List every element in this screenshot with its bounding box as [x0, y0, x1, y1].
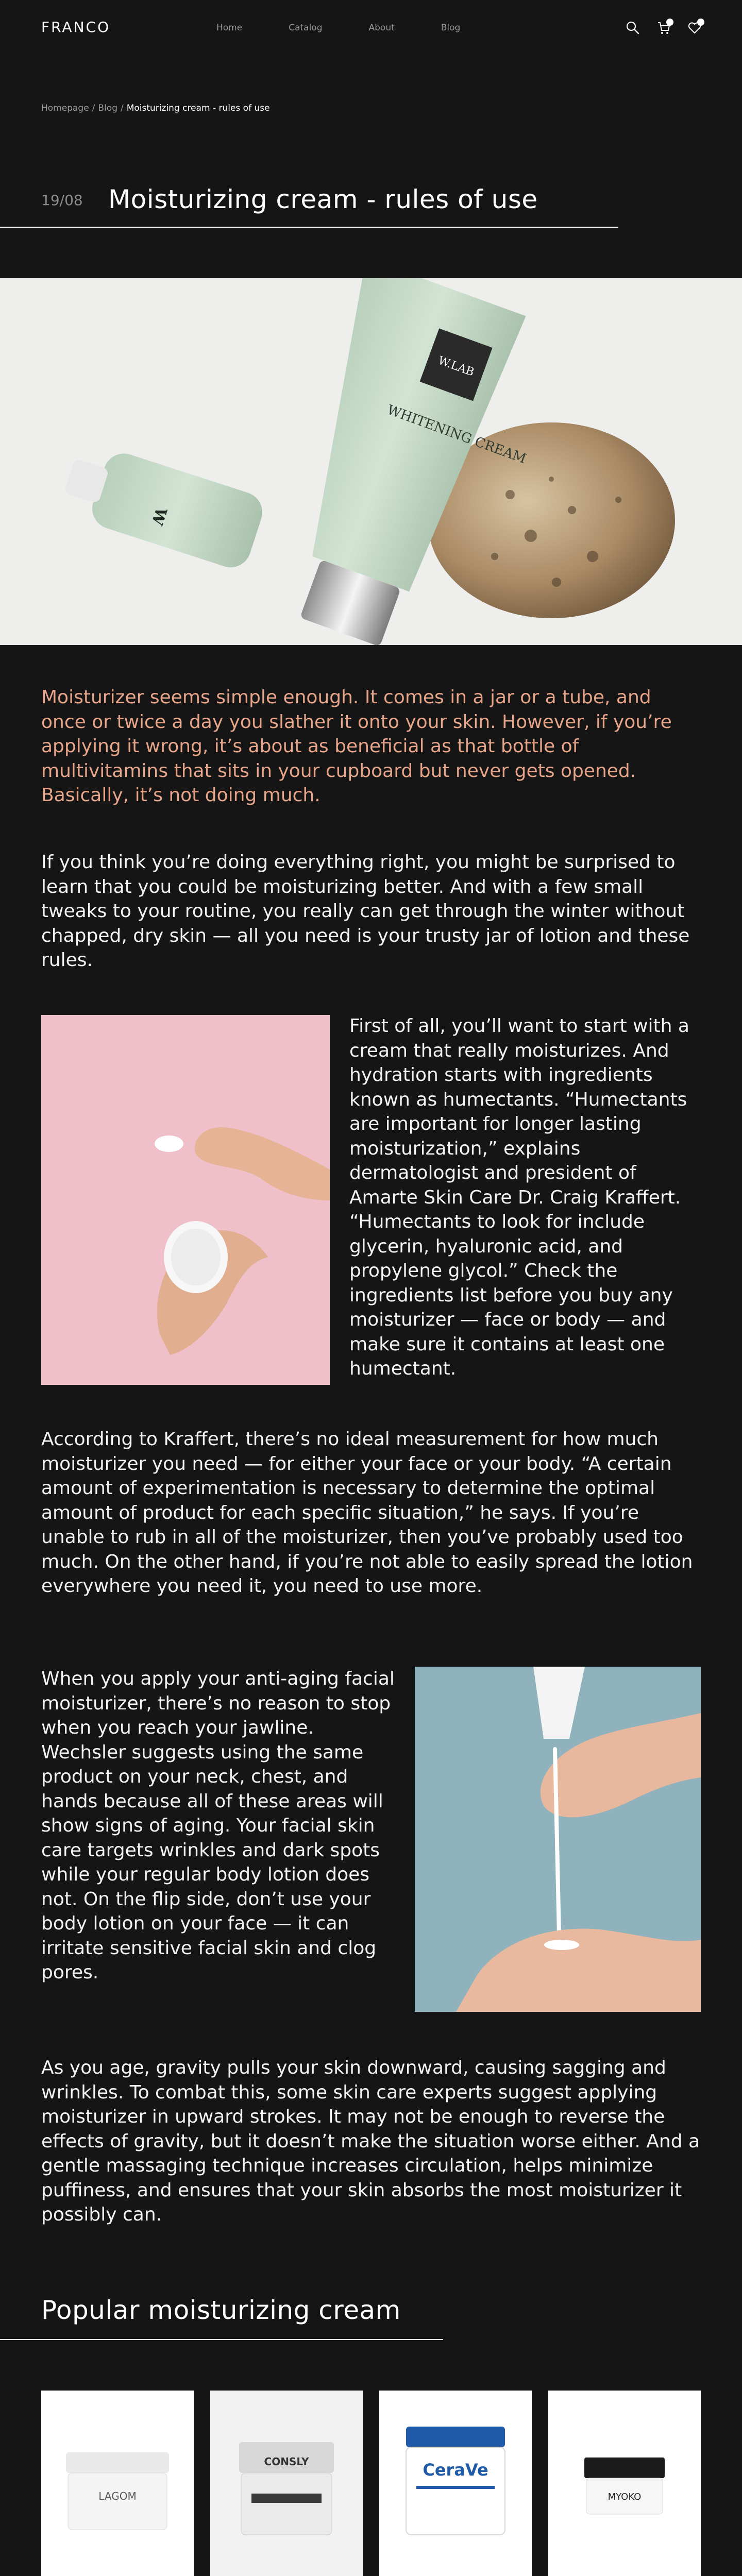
hand-cream-image [41, 1015, 330, 1385]
product-image[interactable] [379, 2391, 532, 2576]
nav-home[interactable]: Home [216, 23, 243, 33]
svg-text:LAGOM: LAGOM [98, 2490, 137, 2502]
product-image[interactable] [548, 2391, 701, 2576]
breadcrumb-home[interactable]: Homepage [41, 103, 89, 113]
article-paragraph: First of all, you’ll want to start with a cream that really moisturizes. And hydration starts with ingredients known as humectants. “Humectants are important for longer lasting moisturization,” explains dermatologist and president of Amarte Skin Care Dr. Craig Kraffert. “Humectants to look for include glycerin, hyaluronic acid, and propylene glycol.” Check the ingredients list before you buy any moisturizer — face or body — and make sure it contains at least one humectant. [349, 1015, 689, 1380]
favorites-icon[interactable] [687, 21, 702, 35]
article-paragraph: As you age, gravity pulls your skin downward, causing sagging and wrinkles. To combat this, some skin care experts suggest applying moisturizer in upward strokes. It may not be enough to reverse the effects of gravity, but it doesn’t make the situation worse either. And a gentle massaging technique increases circulation, helps minimize puffiness, and ensures that your skin absorbs the most moisturizer it possibly can. [41, 2057, 700, 2226]
site-logo[interactable]: FRANCO [41, 19, 111, 36]
svg-text:MYOKO: MYOKO [608, 2492, 642, 2502]
nav-blog[interactable]: Blog [441, 23, 461, 33]
product-card[interactable] [379, 2391, 532, 2576]
product-image[interactable] [210, 2391, 363, 2576]
breadcrumb [41, 103, 270, 113]
product-image[interactable] [41, 2391, 194, 2576]
header-actions [626, 21, 702, 35]
cart-icon[interactable] [656, 21, 671, 35]
article-date: 19/08 [41, 192, 83, 209]
svg-text:CONSLY: CONSLY [264, 2455, 309, 2468]
hero-product-label: WHITENING CREAM [385, 402, 529, 467]
hero-brand-label: W.LAB [436, 354, 476, 379]
section-divider [0, 2339, 443, 2340]
main-nav [216, 23, 507, 33]
site-header [0, 0, 742, 57]
breadcrumb-blog[interactable]: Blog [98, 103, 117, 113]
title-divider [0, 227, 618, 228]
product-list [41, 2391, 701, 2576]
lotion-hands-image [415, 1667, 701, 2012]
nav-catalog[interactable]: Catalog [289, 23, 323, 33]
hero-image [0, 278, 742, 645]
svg-text:W: W [147, 505, 171, 528]
page-title: Moisturizing cream - rules of use [108, 184, 538, 214]
breadcrumb-separator: / [92, 103, 95, 113]
breadcrumb-separator: / [120, 103, 124, 113]
article-intro: Moisturizer seems simple enough. It comes in a jar or a tube, and once or twice a day you slather it onto your skin. However, if you’re applying it wrong, it’s about as beneficial as that bottle of multivitamins that sits in your cupboard but never gets opened. Basically, it’s not doing much. [41, 687, 672, 806]
popular-heading: Popular moisturizing cream [41, 2295, 401, 2325]
search-icon[interactable] [626, 21, 640, 35]
article-paragraph: When you apply your anti-aging facial moisturizer, there’s no reason to stop when you reach your jawline. Wechsler suggests using the same product on your neck, chest, and hands because all of these areas will show signs of aging. Your facial skin care targets wrinkles and dark spots while your regular body lotion does not. On the flip side, don’t use your body lotion on your face — it can irritate sensitive facial skin and clog pores. [41, 1668, 395, 1984]
product-card[interactable] [210, 2391, 363, 2576]
product-card[interactable] [548, 2391, 701, 2576]
svg-text:CeraVe: CeraVe [423, 2460, 488, 2480]
breadcrumb-current: Moisturizing cream - rules of use [126, 103, 270, 113]
article-paragraph: According to Kraffert, there’s no ideal measurement for how much moisturizer you need — for either your face or your body. “A certain amount of experimentation is necessary to determine the optimal amount of product for each specific situation,” he says. If you’re unable to rub in all of the moisturizer, then you’ve probably used too much. On the other hand, if you’re not able to easily spread the lotion everywhere you need it, you need to use more. [41, 1429, 693, 1597]
product-card[interactable] [41, 2391, 194, 2576]
article-paragraph: If you think you’re doing everything right, you might be surprised to learn that you could be moisturizing better. And with a few small tweaks to your routine, you really can get through the winter without chapped, dry skin — all you need is your trusty jar of lotion and these rules. [41, 852, 690, 971]
nav-about[interactable]: About [368, 23, 395, 33]
